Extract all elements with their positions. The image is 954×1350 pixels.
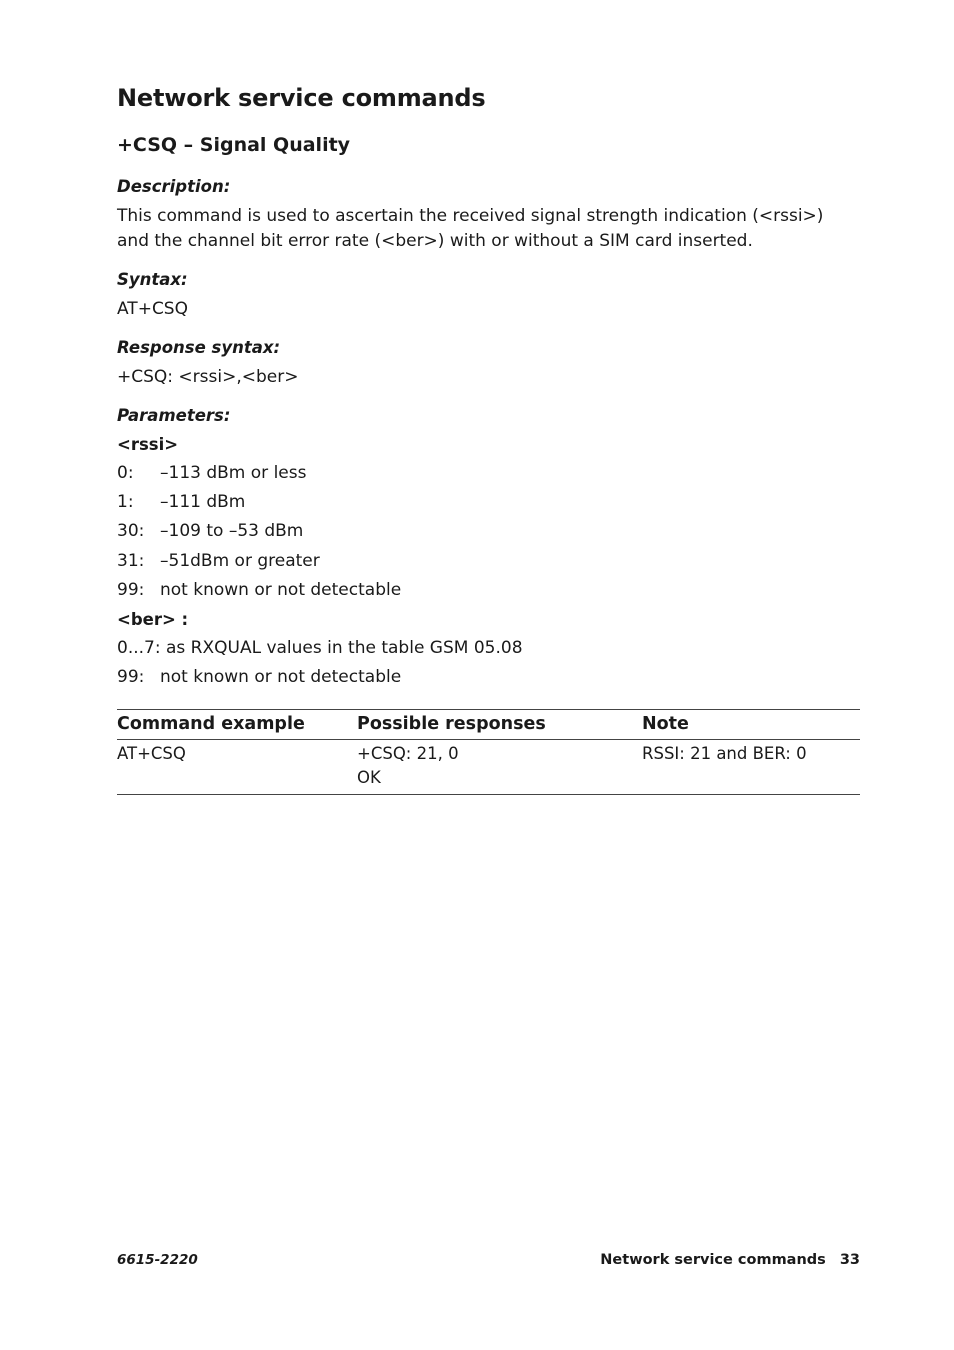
ber-item-value: not known or not detectable — [160, 667, 402, 687]
syntax-label: Syntax: — [117, 270, 188, 289]
rssi-item — [117, 580, 401, 600]
document-page — [117, 0, 860, 1350]
rssi-item — [117, 463, 306, 483]
rssi-item-value: –113 dBm or less — [160, 463, 307, 483]
footer-section — [600, 1252, 860, 1268]
ber-item-value: as RXQUAL values in the table GSM 05.08 — [165, 638, 523, 658]
ber-item-key: 99: — [117, 667, 145, 687]
description-label: Description: — [117, 177, 231, 196]
ber-item — [117, 667, 401, 687]
rssi-item — [117, 551, 320, 571]
response-syntax-label: Response syntax: — [117, 338, 281, 357]
ber-parameter-name: <ber> : — [117, 610, 189, 629]
parameters-label: Parameters: — [117, 406, 231, 425]
cell-response — [357, 740, 642, 795]
cell-command: AT+CSQ — [117, 740, 357, 795]
rssi-item-value: –109 to –53 dBm — [160, 521, 304, 541]
ber-item-key: 0...7: — [117, 638, 161, 658]
syntax-value: AT+CSQ — [117, 299, 188, 319]
rssi-item-value: –111 dBm — [160, 492, 246, 512]
rssi-item-key: 99: — [117, 580, 145, 600]
rssi-parameter-name: <rssi> — [117, 435, 179, 454]
command-title: +CSQ – Signal Quality — [117, 134, 351, 156]
rssi-item-key: 30: — [117, 521, 145, 541]
response-line: +CSQ: 21, 0 — [357, 744, 459, 763]
response-line: OK — [357, 768, 381, 787]
description-text: This command is used to ascertain the received signal strength indication (<rssi>) and the channel bit error rate (<ber>) with or without a SIM card inserted. — [117, 206, 824, 251]
footer-doc-number: 6615-2220 — [117, 1252, 198, 1268]
rssi-item — [117, 521, 303, 541]
footer-section-title: Network service commands — [600, 1252, 826, 1268]
response-syntax-value: +CSQ: <rssi>,<ber> — [117, 367, 299, 387]
table-header-row — [117, 710, 860, 740]
rssi-item-key: 31: — [117, 551, 145, 571]
ber-item — [117, 638, 523, 658]
rssi-item-value: –51dBm or greater — [160, 551, 320, 571]
header-possible-responses: Possible responses — [357, 710, 642, 740]
header-command-example: Command example — [117, 710, 357, 740]
rssi-item — [117, 492, 245, 512]
section-title: Network service commands — [117, 84, 486, 112]
header-note: Note — [642, 710, 860, 740]
cell-note: RSSI: 21 and BER: 0 — [642, 740, 860, 795]
table-row — [117, 740, 860, 795]
rssi-item-key: 1: — [117, 492, 134, 512]
command-example-table — [117, 709, 860, 795]
rssi-item-value: not known or not detectable — [160, 580, 402, 600]
footer-page-number: 33 — [839, 1252, 860, 1268]
rssi-item-key: 0: — [117, 463, 134, 483]
